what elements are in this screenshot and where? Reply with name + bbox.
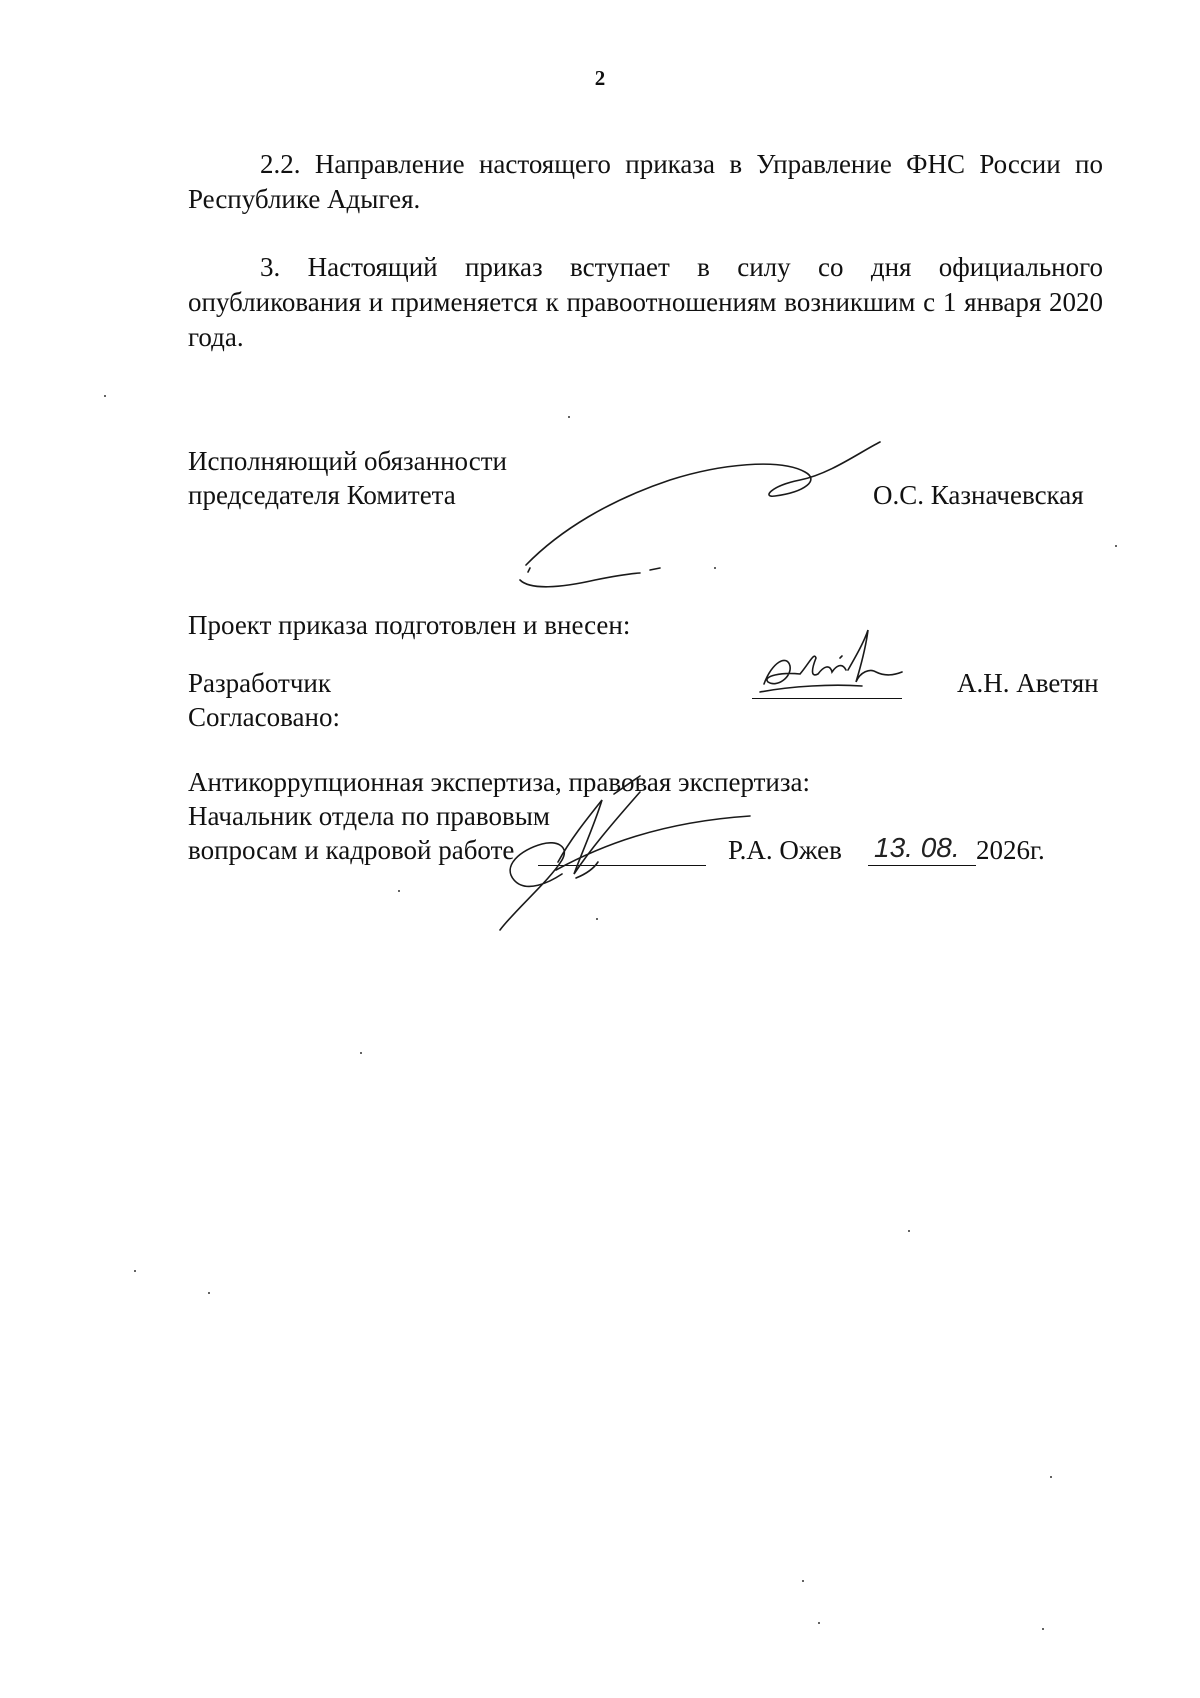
scan-speck — [1115, 545, 1117, 547]
scan-speck — [360, 1052, 362, 1054]
acting-chair-name: О.С. Казначевская — [873, 480, 1084, 510]
scan-speck — [104, 395, 106, 397]
developer-name: А.Н. Аветян — [957, 668, 1099, 698]
developer-label: Разработчик — [188, 668, 331, 698]
expertise-heading: Антикоррупционная экспертиза, правовая экспертиза: — [188, 767, 811, 797]
expertise-position-line2: вопросам и кадровой работе — [188, 835, 515, 865]
agreed-label: Согласовано: — [188, 702, 340, 732]
acting-chair-title-line2: председателя Комитета — [188, 480, 456, 510]
scan-speck — [1042, 1628, 1044, 1630]
scan-speck — [398, 890, 400, 892]
expertise-position-line1: Начальник отдела по правовым — [188, 801, 550, 831]
scan-speck — [208, 1292, 210, 1294]
handwritten-date: 13. 08. — [874, 832, 960, 863]
scan-speck — [596, 918, 598, 920]
expertise-name: Р.А. Ожев — [728, 835, 842, 865]
expertise-year: 2026г. — [976, 835, 1045, 865]
scan-speck — [818, 1622, 820, 1624]
scan-speck — [568, 416, 570, 418]
scan-speck — [1050, 1476, 1052, 1478]
acting-chair-title-line1: Исполняющий обязанности — [188, 446, 507, 476]
scan-speck — [908, 1230, 910, 1232]
paragraph-3: 3. Настоящий приказ вступает в силу со дня официального опубликования и применяется к правоотношениям возникшим с 1 января 2020 года. — [188, 252, 1103, 352]
prepared-heading: Проект приказа подготовлен и внесен: — [188, 610, 631, 640]
scan-speck — [134, 1270, 136, 1272]
date-underline — [868, 865, 976, 866]
expertise-signature — [490, 770, 770, 940]
paragraph-2-2: 2.2. Направление настоящего приказа в Управление ФНС России по Республике Адыгея. — [188, 149, 1103, 214]
scan-speck — [802, 1580, 804, 1582]
scan-speck — [714, 567, 716, 569]
page-number: 2 — [594, 66, 606, 90]
chair-signature — [500, 430, 900, 600]
developer-signature — [752, 622, 912, 704]
